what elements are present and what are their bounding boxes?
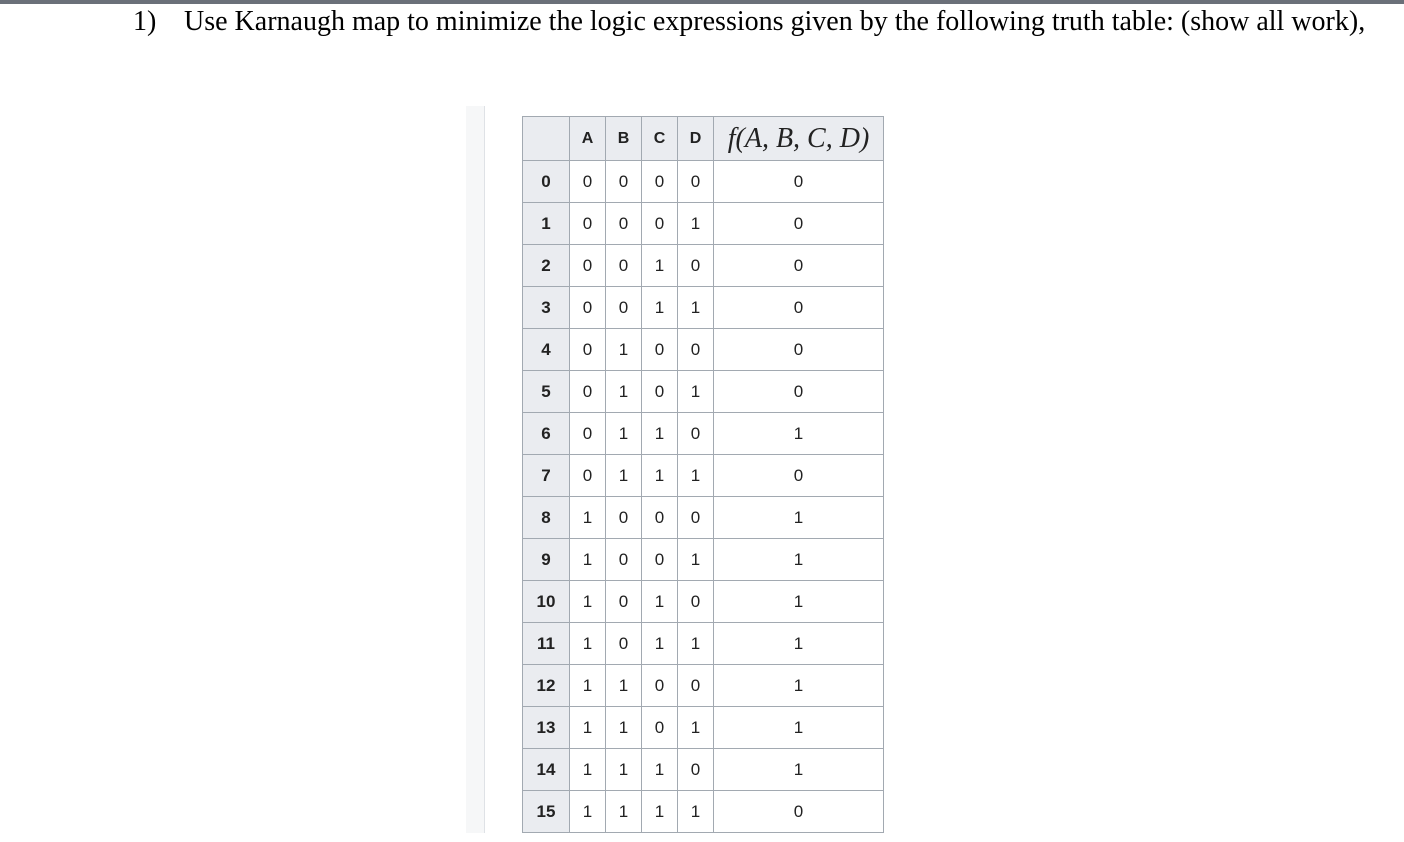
cell-b: 0 <box>606 623 642 665</box>
cell-index: 15 <box>523 791 570 833</box>
cell-c: 0 <box>642 329 678 371</box>
cell-b: 0 <box>606 581 642 623</box>
cell-index: 7 <box>523 455 570 497</box>
cell-b: 1 <box>606 329 642 371</box>
cell-a: 1 <box>570 581 606 623</box>
cell-output: 0 <box>714 371 884 413</box>
table-header-row <box>523 117 884 161</box>
cell-a: 0 <box>570 287 606 329</box>
cell-output: 1 <box>714 413 884 455</box>
cell-a: 0 <box>570 161 606 203</box>
cell-c: 1 <box>642 623 678 665</box>
cell-c: 1 <box>642 413 678 455</box>
cell-d: 0 <box>678 161 714 203</box>
cell-a: 0 <box>570 413 606 455</box>
cell-a: 0 <box>570 455 606 497</box>
table-row <box>523 791 884 833</box>
cell-output: 0 <box>714 203 884 245</box>
cell-a: 0 <box>570 203 606 245</box>
cell-c: 1 <box>642 287 678 329</box>
table-row <box>523 203 884 245</box>
cell-d: 1 <box>678 287 714 329</box>
cell-output: 1 <box>714 539 884 581</box>
table-row <box>523 665 884 707</box>
cell-c: 1 <box>642 581 678 623</box>
cell-output: 0 <box>714 245 884 287</box>
cell-d: 0 <box>678 329 714 371</box>
cell-output: 0 <box>714 455 884 497</box>
cell-output: 1 <box>714 665 884 707</box>
cell-d: 1 <box>678 203 714 245</box>
table-row <box>523 413 884 455</box>
cell-c: 0 <box>642 371 678 413</box>
table-row <box>523 749 884 791</box>
cell-output: 1 <box>714 707 884 749</box>
table-row <box>523 539 884 581</box>
cell-output: 0 <box>714 329 884 371</box>
cell-index: 5 <box>523 371 570 413</box>
header-b: B <box>606 117 642 161</box>
cell-a: 1 <box>570 791 606 833</box>
cell-a: 1 <box>570 497 606 539</box>
cell-d: 0 <box>678 413 714 455</box>
cell-output: 0 <box>714 161 884 203</box>
cell-index: 0 <box>523 161 570 203</box>
cell-a: 0 <box>570 329 606 371</box>
cell-c: 0 <box>642 203 678 245</box>
cell-index: 8 <box>523 497 570 539</box>
cell-b: 1 <box>606 413 642 455</box>
table-row <box>523 623 884 665</box>
table-row <box>523 455 884 497</box>
cell-index: 11 <box>523 623 570 665</box>
header-a: A <box>570 117 606 161</box>
cell-d: 0 <box>678 749 714 791</box>
cell-index: 13 <box>523 707 570 749</box>
truth-table <box>522 116 884 833</box>
cell-c: 0 <box>642 497 678 539</box>
question-text: Use Karnaugh map to minimize the logic expressions given by the following truth table: (show all work), <box>184 6 1366 37</box>
table-row <box>523 371 884 413</box>
header-function: f(A, B, C, D) <box>714 117 884 161</box>
cell-c: 0 <box>642 665 678 707</box>
cell-index: 12 <box>523 665 570 707</box>
table-row <box>523 497 884 539</box>
cell-b: 0 <box>606 245 642 287</box>
cell-index: 3 <box>523 287 570 329</box>
cell-d: 1 <box>678 455 714 497</box>
cell-d: 1 <box>678 623 714 665</box>
header-c: C <box>642 117 678 161</box>
cell-b: 0 <box>606 497 642 539</box>
cell-b: 0 <box>606 161 642 203</box>
cell-b: 1 <box>606 707 642 749</box>
cell-c: 1 <box>642 245 678 287</box>
cell-b: 0 <box>606 539 642 581</box>
cell-a: 0 <box>570 371 606 413</box>
table-body <box>523 161 884 833</box>
cell-output: 1 <box>714 623 884 665</box>
header-index <box>523 117 570 161</box>
cell-c: 0 <box>642 707 678 749</box>
cell-a: 1 <box>570 665 606 707</box>
cell-index: 2 <box>523 245 570 287</box>
cell-d: 0 <box>678 581 714 623</box>
table-row <box>523 329 884 371</box>
cell-b: 1 <box>606 371 642 413</box>
cell-index: 14 <box>523 749 570 791</box>
cell-a: 0 <box>570 245 606 287</box>
table-row <box>523 287 884 329</box>
cell-index: 4 <box>523 329 570 371</box>
cell-c: 1 <box>642 749 678 791</box>
cell-d: 1 <box>678 791 714 833</box>
table-row <box>523 707 884 749</box>
cell-c: 0 <box>642 161 678 203</box>
embedded-image-border <box>466 106 485 833</box>
cell-b: 1 <box>606 749 642 791</box>
cell-b: 1 <box>606 791 642 833</box>
cell-output: 1 <box>714 749 884 791</box>
question-number: 1) <box>133 6 157 37</box>
cell-d: 1 <box>678 707 714 749</box>
cell-a: 1 <box>570 539 606 581</box>
cell-c: 1 <box>642 455 678 497</box>
cell-output: 0 <box>714 287 884 329</box>
cell-index: 10 <box>523 581 570 623</box>
cell-c: 0 <box>642 539 678 581</box>
cell-output: 0 <box>714 791 884 833</box>
cell-b: 0 <box>606 287 642 329</box>
cell-a: 1 <box>570 749 606 791</box>
cell-output: 1 <box>714 581 884 623</box>
cell-d: 1 <box>678 371 714 413</box>
cell-c: 1 <box>642 791 678 833</box>
cell-index: 9 <box>523 539 570 581</box>
cell-b: 1 <box>606 665 642 707</box>
cell-d: 0 <box>678 245 714 287</box>
table-row <box>523 161 884 203</box>
cell-d: 0 <box>678 497 714 539</box>
cell-d: 1 <box>678 539 714 581</box>
table-row <box>523 581 884 623</box>
cell-a: 1 <box>570 623 606 665</box>
cell-index: 1 <box>523 203 570 245</box>
cell-d: 0 <box>678 665 714 707</box>
cell-index: 6 <box>523 413 570 455</box>
cell-output: 1 <box>714 497 884 539</box>
cell-a: 1 <box>570 707 606 749</box>
cell-b: 1 <box>606 455 642 497</box>
cell-b: 0 <box>606 203 642 245</box>
header-d: D <box>678 117 714 161</box>
table-row <box>523 245 884 287</box>
